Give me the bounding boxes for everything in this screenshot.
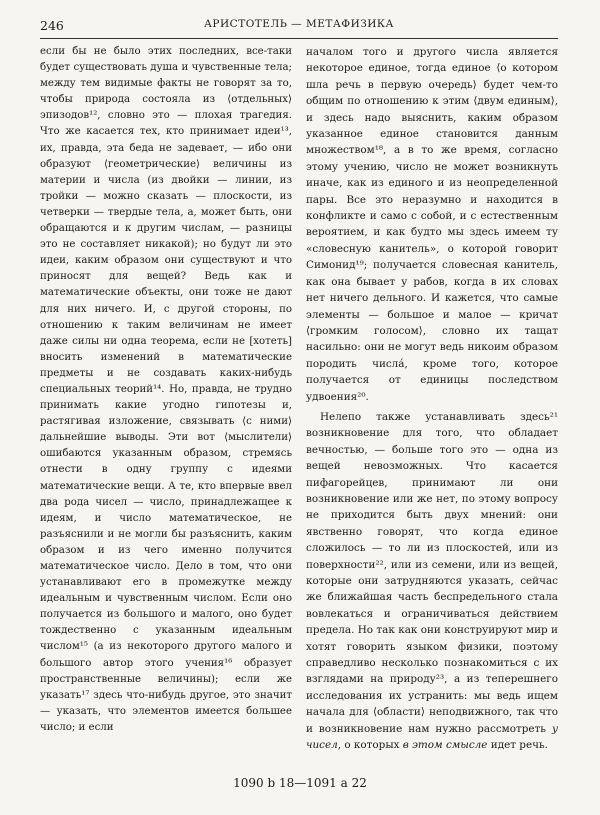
left-column <box>40 44 292 736</box>
paragraph-text: , о которых <box>337 739 400 752</box>
emphasis-text: у чисел <box>306 722 558 752</box>
page-number: 246 <box>40 18 64 33</box>
left-paragraph: если бы не было этих последних, все-таки будет существовать душа и чувственные тела; между тем видимые факты не говорят за то, чтобы природа состояла из ⟨отдельных⟩ эпизодов¹², словно это — плохая трагедия. Что же касается тех, кто принимает идеи¹³, их, правда, эта беда не задевает, — ибо они образуют ⟨геометрические⟩ величины из материи и числа (из двойки — линии, из тройки — можно сказать — плоскости, из четверки — твердые тела, а, может быть, они обращаются и к другим числам, — разницы это не составляет никакой); но будут ли это идеи, каким образом они существуют и что приносят для вещей? Ведь как и математические объекты, они тоже не дают для них ничего. И, с другой стороны, по отношению к таким величинам не имеет даже силы ни одна теорема, если не [хотеть] вносить изменений в математические предметы и не создавать каких-нибудь специальных теорий¹⁴. Но, правда, не трудно принимать какие угодно гипотезы и, растягивая изложение, связывать ⟨с ними⟩ дальнейшие выводы. Эти вот ⟨мыслители⟩ ошибаются указанным образом, стремясь отнести в одну группу с идеями математические вещи. А те, кто впервые ввел два рода чисел — число, принадлежащее к идеям, и число математическое, не разъяснили и не могли бы разъяснить, каким образом и из чего именно получится математическое число. Дело в том, что они устанавливают его в промежутке между идеальным и чувственным числом. Если оно получается из большого и малого, оно будет тождественно с указанным идеальным числом¹⁵ (а из некоторого другого малого и большого автор этого учения¹⁶ образует пространственные величины); если же указать¹⁷ здесь что-нибудь другое, это значит — указать, что элементов имеется большее число; и если <box>40 46 292 733</box>
right-column <box>306 44 558 753</box>
right-paragraph-1: началом того и другого числа является некоторое единое, тогда единое ⟨о котором шла речь в первую очередь⟩ будет чем-то общим по отношению к этим ⟨двум единым⟩, и здесь надо выяснить, каким образом указанное единое становится данным множеством¹⁸, а в то же время, согласно этому учению, число не может возникнуть иначе, как из единого и из неопределенной пары. Все это неразумно и находится в конфликте и само с собой, и с естественным вероятием, и как будто мы здесь имеем ту «словесную канитель», о которой говорит Симонид¹⁹; получается словесная канитель, как она бывает у рабов, когда в их словах нет ничего дельного. И кажется, что самые элементы — большое и малое — кричат ⟨громким голосом⟩, словно их тащат насильно: они не могут ведь никоим образом породить числá, кроме того, которое получается от единицы последством удвоения²⁰. <box>306 46 558 403</box>
running-header <box>40 18 558 39</box>
paragraph-text: Нелепо также устанавливать здесь²¹ возникновение для того, что обладает вечностью, — больше того это — одна из вещей невозможных. Что касается пифагорейцев, принимают ли они возникновение или же нет, по этому вопросу не приходится быть двух мнений: они явственно говорят, что когда единое сложилось — то ли из плоскостей, или из поверхности²², или из семени, или из вещей, которые они затрудняются указать, сейчас же ближайшая часть беспредельного стала вовлекаться и ограничиваться действием предела. Но так как они конструируют мир и хотят говорить языком физики, поэтому справедливо несколько познакомиться с их взглядами на природу²³, а из теперешнего исследования их устранить: мы ведь ищем начала для ⟨области⟩ неподвижного, так что и возникновение нам нужно рассмотреть <box>306 410 558 735</box>
bekker-reference: 1090 b 18—1091 a 22 <box>233 776 367 790</box>
running-title: АРИСТОТЕЛЬ — МЕТАФИЗИКА <box>203 18 395 30</box>
paragraph-text: идет речь. <box>490 739 548 752</box>
right-paragraph-2 <box>306 409 558 754</box>
emphasis-text: в этом смысле <box>402 739 488 752</box>
